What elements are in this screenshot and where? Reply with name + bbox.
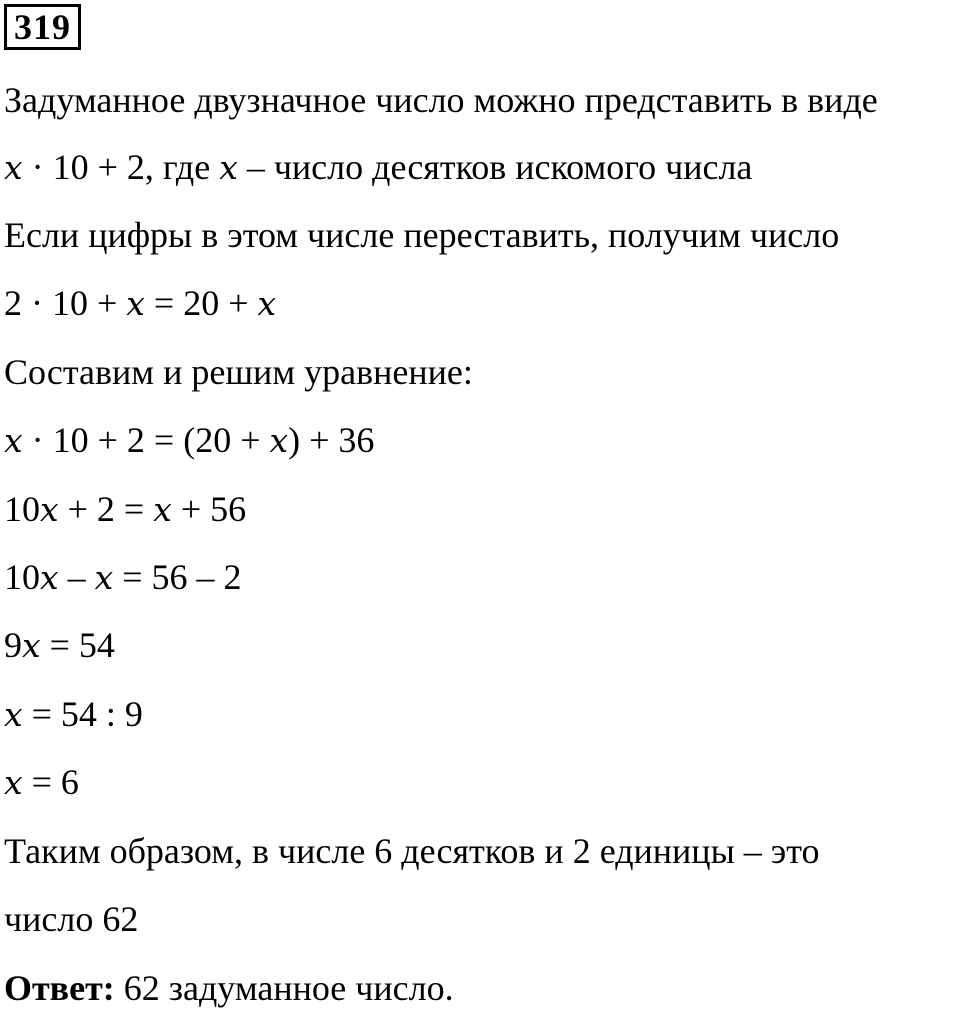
- answer-text: 62 задуманное число.: [114, 968, 454, 1008]
- text-line-2: [4, 145, 752, 190]
- text-fragment: · 10 + 2 = (20 +: [22, 420, 270, 460]
- text-line-12: Таким образом, в числе 6 десятков и 2 единицы – это: [4, 831, 820, 871]
- text-line-1: Задуманное двузначное число можно представить в виде: [4, 80, 878, 120]
- text-fragment: –: [58, 557, 95, 597]
- variable-x: 𝑥: [4, 695, 23, 734]
- equation-line-10: [4, 692, 143, 737]
- variable-x: 𝑥: [257, 284, 277, 323]
- equation-line-9: [4, 623, 115, 668]
- variable-x: 𝑥: [4, 148, 23, 187]
- variable-x: 𝑥: [4, 763, 23, 802]
- equation-line-7: [4, 487, 246, 532]
- answer-label: Ответ:: [4, 968, 115, 1008]
- text-fragment: = 56 – 2: [113, 557, 242, 597]
- equation-line-8: [4, 555, 242, 600]
- text-line-5: Составим и решим уравнение:: [4, 352, 473, 392]
- variable-x: 𝑥: [94, 558, 114, 597]
- text-fragment: + 56: [171, 489, 247, 529]
- variable-x: 𝑥: [219, 148, 238, 187]
- variable-x: 𝑥: [22, 626, 41, 665]
- variable-x: 𝑥: [40, 558, 59, 597]
- text-fragment: – число десятков искомого числа: [237, 147, 753, 187]
- text-line-3: Если цифры в этом числе переставить, получим число: [4, 215, 840, 255]
- text-fragment: 10: [4, 489, 40, 529]
- equation-line-11: [4, 760, 79, 805]
- text-fragment: 2 · 10 +: [4, 283, 127, 323]
- variable-x: 𝑥: [4, 421, 23, 460]
- text-fragment: = 6: [22, 762, 79, 802]
- variable-x: 𝑥: [40, 490, 59, 529]
- text-fragment: = 20 +: [144, 283, 258, 323]
- text-fragment: = 54 : 9: [22, 694, 143, 734]
- text-fragment: = 54: [40, 625, 115, 665]
- answer-line: [4, 966, 454, 1010]
- text-line-13: число 62: [4, 899, 139, 939]
- problem-number-box: 319: [4, 4, 81, 50]
- equation-line-4: [4, 281, 276, 326]
- equation-line-6: [4, 418, 374, 463]
- text-fragment: · 10 + 2, где: [22, 147, 220, 187]
- text-fragment: ) + 36: [288, 420, 375, 460]
- variable-x: 𝑥: [126, 284, 145, 323]
- text-fragment: + 2 =: [58, 489, 154, 529]
- text-fragment: 10: [4, 557, 40, 597]
- text-fragment: 9: [4, 625, 22, 665]
- variable-x: 𝑥: [269, 421, 289, 460]
- variable-x: 𝑥: [153, 490, 172, 529]
